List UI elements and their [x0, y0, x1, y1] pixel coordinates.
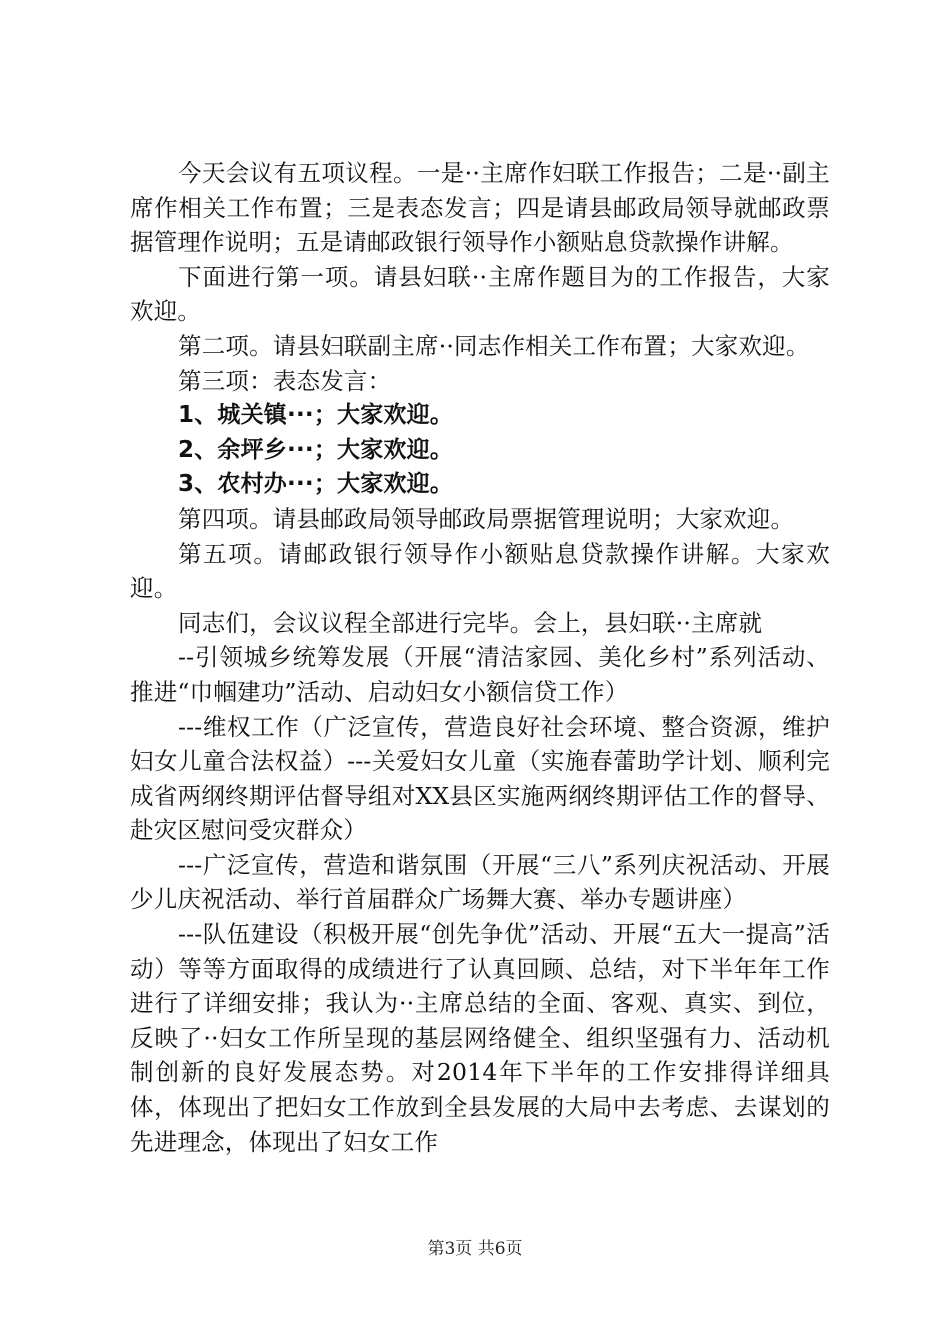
paragraph-summary-intro: 同志们，会议议程全部进行完毕。会上，县妇联··主席就 — [178, 608, 763, 637]
paragraph-item-three: 第三项：表态发言： — [178, 366, 392, 395]
paragraph-item-five: 第五项。请邮政银行领导作小额贴息贷款操作讲解。大家欢迎。 — [130, 539, 830, 603]
paragraph-item-one: 下面进行第一项。请县妇联··主席作题目为的工作报告，大家欢迎。 — [130, 262, 830, 326]
paragraph-agenda-intro: 今天会议有五项议程。一是··主席作妇联工作报告；二是··副主席作相关工作布置；三是表态发言；四是请县邮政局领导就邮政票据管理作说明；五是请邮政银行领导作小额贴息贷款操作讲解。 — [130, 159, 830, 257]
speaker-line-2: 2、余坪乡···；大家欢迎。 — [178, 436, 454, 463]
page-footer: 第3页 共6页 — [427, 1239, 523, 1259]
speaker-line-3: 3、农村办···；大家欢迎。 — [178, 471, 454, 498]
paragraph-item-four: 第四项。请县邮政局领导邮政局票据管理说明；大家欢迎。 — [178, 504, 795, 533]
paragraph-team-building: ---队伍建设（积极开展“创先争优”活动、开展“五大一提高”活动）等等方面取得的成绩进行了认真回顾、总结，对下半年年工作进行了详细安排；我认为··主席总结的全面、客观、真实、到位，反映了··妇女工作所呈现的基层网络健全、组织坚强有力、活动机制创新的良好发展态势。对2014年下半年的工作安排得详细具体，体现出了把妇女工作放到全县发展的大局中去考虑、去谋划的先进理念，体现出了妇女工作 — [130, 920, 830, 1156]
speaker-line-1: 1、城关镇···；大家欢迎。 — [178, 402, 454, 429]
document-body — [130, 156, 830, 1159]
paragraph-rights: ---维权工作（广泛宣传，营造良好社会环境、整合资源，维护妇女儿童合法权益）---关爱妇女儿童（实施春蕾助学计划、顺利完成省两纲终期评估督导组对XX县区实施两纲终期评估工作的督导、赴灾区慰问受灾群众） — [130, 712, 830, 845]
paragraph-publicity: ---广泛宣传，营造和谐氛围（开展“三八”系列庆祝活动、开展少儿庆祝活动、举行首届群众广场舞大赛、举办专题讲座） — [130, 850, 830, 914]
paragraph-urban-rural: --引领城乡统筹发展（开展“清洁家园、美化乡村”系列活动、推进“巾帼建功”活动、启动妇女小额信贷工作） — [130, 643, 830, 706]
paragraph-item-two: 第二项。请县妇联副主席··同志作相关工作布置；大家欢迎。 — [178, 331, 810, 360]
